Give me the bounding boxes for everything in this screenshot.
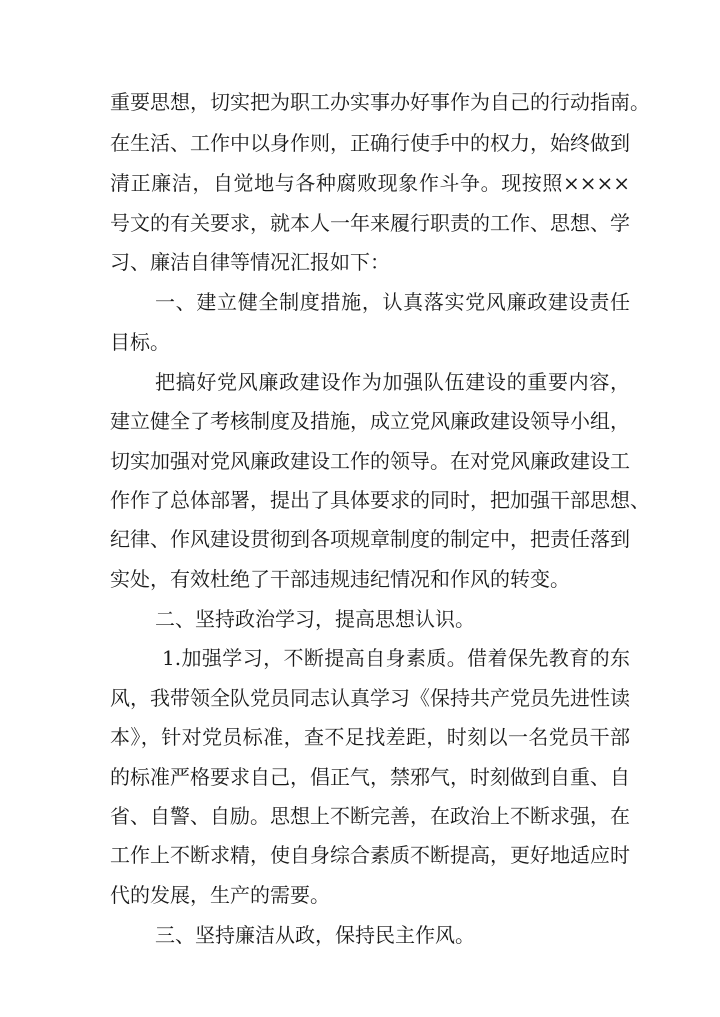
- body-text-line: 纪律、作风建设贯彻到各项规章制度的制定中，把责任落到: [110, 527, 630, 551]
- body-text-line: 号文的有关要求，就本人一年来履行职责的工作、思想、学: [110, 211, 630, 235]
- section-heading-1-cont: 目标。: [110, 330, 170, 354]
- section-heading-2: 二、坚持政治学习，提高思想认识。: [155, 607, 475, 631]
- section-heading-1: 一、建立健全制度措施，认真落实党风廉政建设责任: [155, 290, 630, 314]
- body-text-line: 工作上不断求精，使自身综合素质不断提高，更好地适应时: [110, 843, 630, 867]
- body-text-line: 清正廉洁，自觉地与各种腐败现象作斗争。现按照××××: [110, 171, 630, 195]
- section-heading-3: 三、坚持廉洁从政，保持民主作风。: [155, 923, 475, 947]
- body-text-line: 在生活、工作中以身作则，正确行使手中的权力，始终做到: [110, 131, 630, 155]
- body-text-line: 省、自警、自励。思想上不断完善，在政治上不断求强，在: [110, 804, 630, 828]
- body-text-line: 的标准严格要求自己，倡正气，禁邪气，时刻做到自重、自: [110, 765, 630, 789]
- body-text-line: 1.加强学习，不断提高自身素质。借着保先教育的东: [162, 646, 630, 670]
- body-text-line: 本》，针对党员标准，查不足找差距，时刻以一名党员干部: [110, 725, 630, 749]
- body-text-line: 实处，有效杜绝了干部违规违纪情况和作风的转变。: [110, 567, 570, 591]
- body-text-line: 习、廉洁自律等情况汇报如下：: [110, 250, 390, 274]
- body-text-line: 把搞好党风廉政建设作为加强队伍建设的重要内容，: [155, 370, 630, 394]
- body-text-line: 建立健全了考核制度及措施，成立党风廉政建设领导小组，: [110, 409, 630, 433]
- body-text-line: 作作了总体部署，提出了具体要求的同时，把加强干部思想、: [110, 488, 650, 512]
- body-text-line: 风，我带领全队党员同志认真学习《保持共产党员先进性读: [110, 686, 630, 710]
- body-text-line: 代的发展，生产的需要。: [110, 883, 330, 907]
- body-text-line: 切实加强对党风廉政建设工作的领导。在对党风廉政建设工: [110, 449, 630, 473]
- body-text-line: 重要思想，切实把为职工办实事办好事作为自己的行动指南。: [110, 90, 650, 114]
